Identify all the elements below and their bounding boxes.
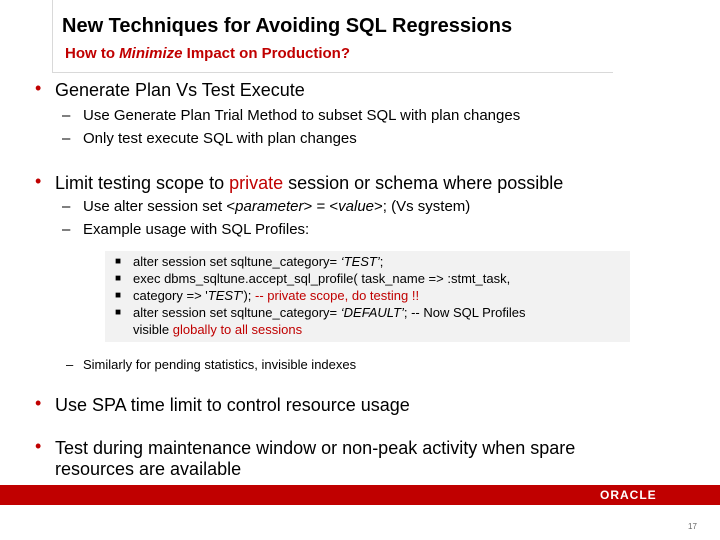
oracle-logo: ORACLE xyxy=(600,488,657,502)
bullet-maintenance-window-2: resources are available xyxy=(55,459,242,479)
slide-subtitle: How to Minimize Impact on Production? xyxy=(65,45,350,62)
dash-marker: – xyxy=(62,221,71,238)
code-line-2: exec dbms_sqltune.accept_sql_profile( task_name => :stmt_task, xyxy=(133,271,511,286)
slide-title: New Techniques for Avoiding SQL Regressions xyxy=(62,15,513,37)
subbullet-example-usage: Example usage with SQL Profiles: xyxy=(83,221,310,238)
bullet-limit-scope: Limit testing scope to private session or schema where possible xyxy=(55,173,564,193)
subbullet-test-execute: Only test execute SQL with plan changes xyxy=(83,130,357,147)
subbullet-pending-statistics: Similarly for pending statistics, invisible indexes xyxy=(83,357,357,372)
square-bullet: ■ xyxy=(115,290,122,301)
subbullet-alter-session: Use alter session set <parameter> = <value>; (Vs system) xyxy=(83,198,471,215)
code-line-5: visible globally to all sessions xyxy=(133,322,303,337)
bullet-marker: • xyxy=(35,393,42,413)
square-bullet: ■ xyxy=(115,307,122,318)
subbullet-trial-method: Use Generate Plan Trial Method to subset SQL with plan changes xyxy=(83,107,521,124)
bullet-generate-plan: Generate Plan Vs Test Execute xyxy=(55,80,305,100)
code-line-3: category => 'TEST'); -- private scope, do testing !! xyxy=(133,288,420,303)
dash-marker: – xyxy=(62,130,71,147)
bullet-marker: • xyxy=(35,171,42,191)
page-number: 17 xyxy=(688,522,697,531)
square-bullet: ■ xyxy=(115,256,122,267)
bullet-marker: • xyxy=(35,78,42,98)
bullet-marker: • xyxy=(35,436,42,456)
code-line-1: alter session set sqltune_category= ‘TEST’; xyxy=(133,254,384,269)
square-bullet: ■ xyxy=(115,273,122,284)
dash-marker: – xyxy=(62,107,71,124)
code-line-4: alter session set sqltune_category= ‘DEFAULT’; -- Now SQL Profiles xyxy=(133,305,526,320)
dash-marker: – xyxy=(66,357,74,372)
bullet-maintenance-window-1: Test during maintenance window or non-peak activity when spare xyxy=(55,438,576,458)
bullet-spa-time-limit: Use SPA time limit to control resource usage xyxy=(55,395,410,415)
dash-marker: – xyxy=(62,198,71,215)
